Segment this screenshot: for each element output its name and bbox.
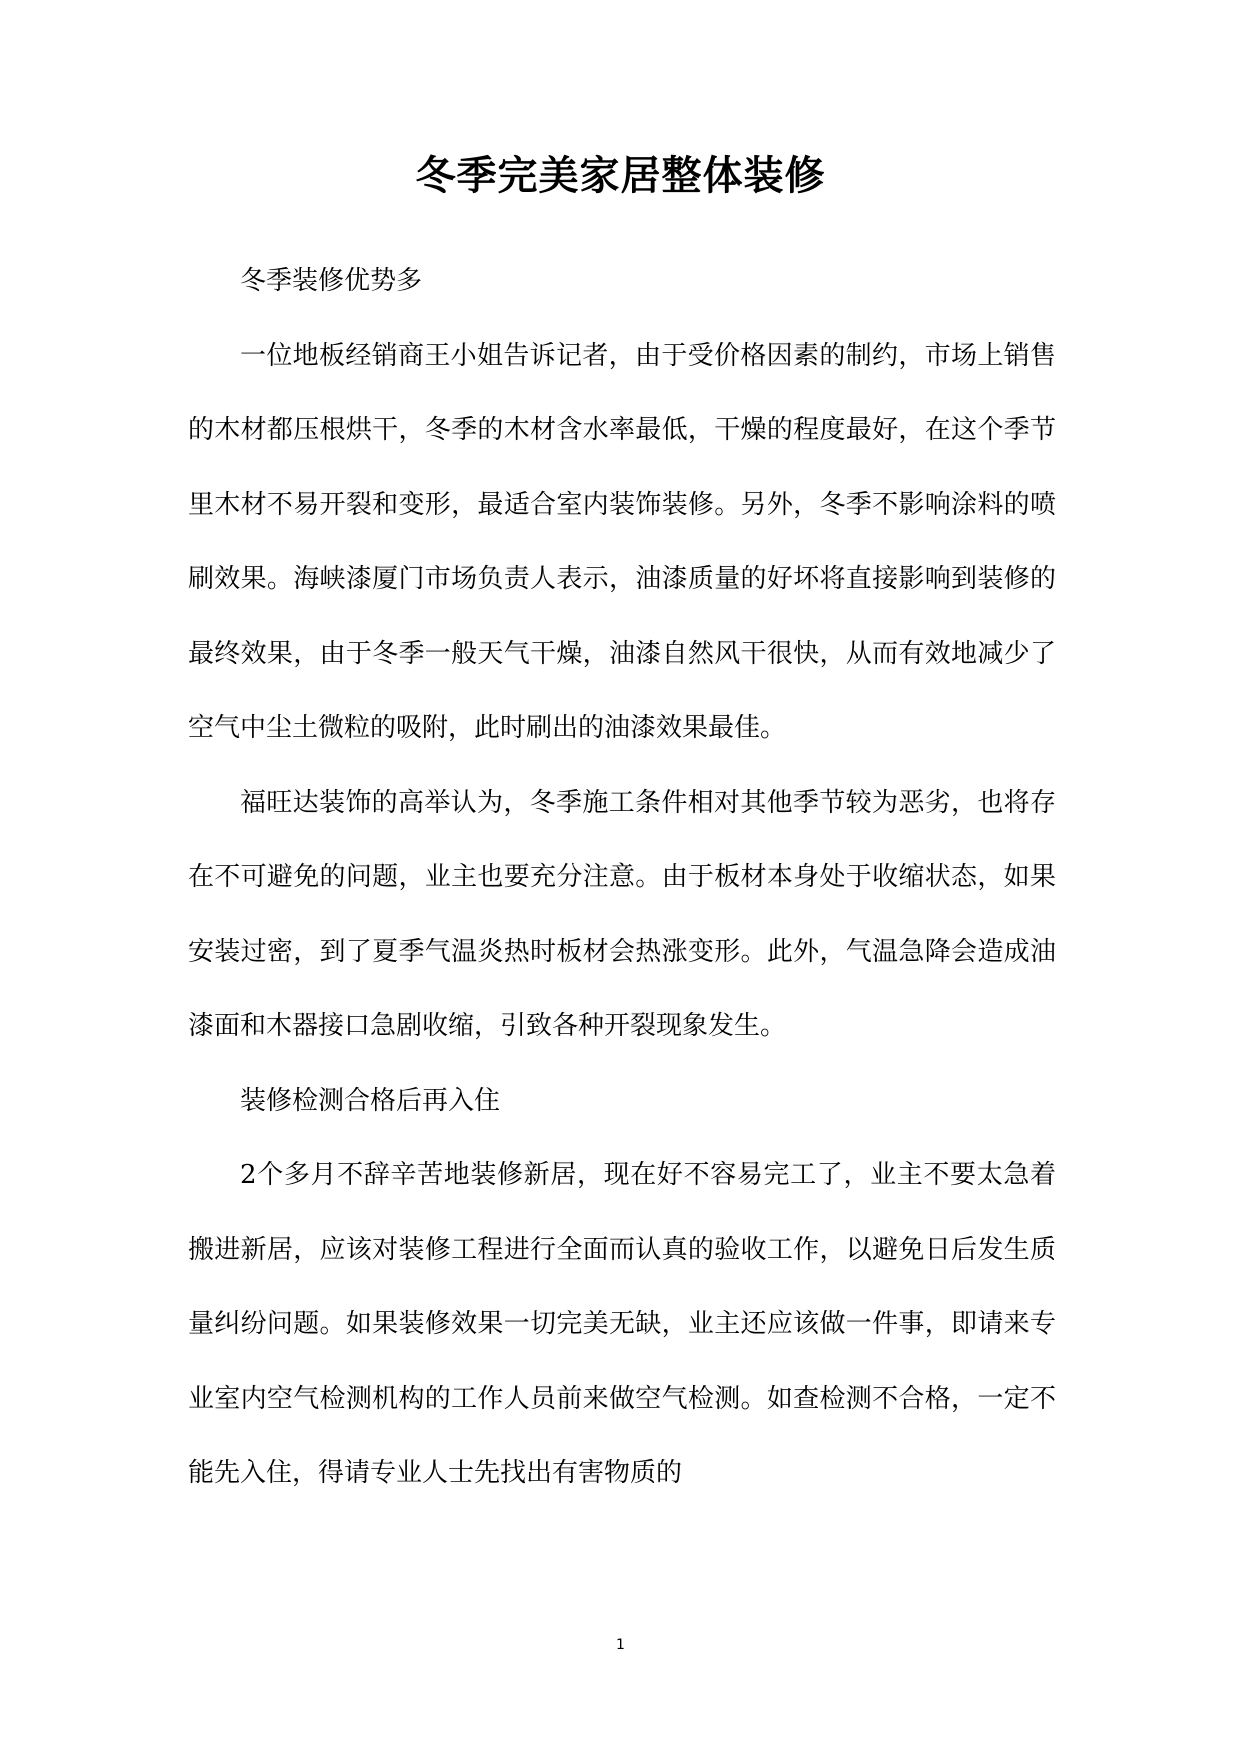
page-number: 1 — [616, 1637, 625, 1653]
document-body — [188, 244, 1056, 1511]
paragraph-construction-conditions: 福旺达装饰的高举认为，冬季施工条件相对其他季节较为恶劣，也将存在不可避免的问题，业主也要充分注意。由于板材本身处于收缩状态，如果安装过密，到了夏季气温炎热时板材会热涨变形。此外，气温急降会造成油漆面和木器接口急剧收缩，引致各种开裂现象发生。 — [188, 787, 1056, 1041]
section-heading-inspection: 装修检测合格后再入住 — [240, 1085, 501, 1116]
paragraph-air-quality-check: 2个多月不辞辛苦地装修新居，现在好不容易完工了，业主不要太急着搬进新居，应该对装修工程进行全面而认真的验收工作，以避免日后发生质量纠纷问题。如果装修效果一切完美无缺，业主还应该做一件事，即请来专业室内空气检测机构的工作人员前来做空气检测。如查检测不合格，一定不能先入住，得请专业人士先找出有害物质的 — [188, 1160, 1056, 1488]
paragraph-floor-dealer: 一位地板经销商王小姐告诉记者，由于受价格因素的制约，市场上销售的木材都压根烘干，冬季的木材含水率最低，干燥的程度最好，在这个季节里木材不易开裂和变形，最适合室内装饰装修。另外，冬季不影响涂料的喷刷效果。海峡漆厦门市场负责人表示，油漆质量的好坏将直接影响到装修的最终效果，由于冬季一般天气干燥，油漆自然风干很快，从而有效地减少了空气中尘土微粒的吸附，此时刷出的油漆效果最佳。 — [188, 340, 1056, 743]
document-title: 冬季完美家居整体装修 — [415, 152, 826, 199]
section-heading-winter-advantages: 冬季装修优势多 — [240, 266, 423, 296]
